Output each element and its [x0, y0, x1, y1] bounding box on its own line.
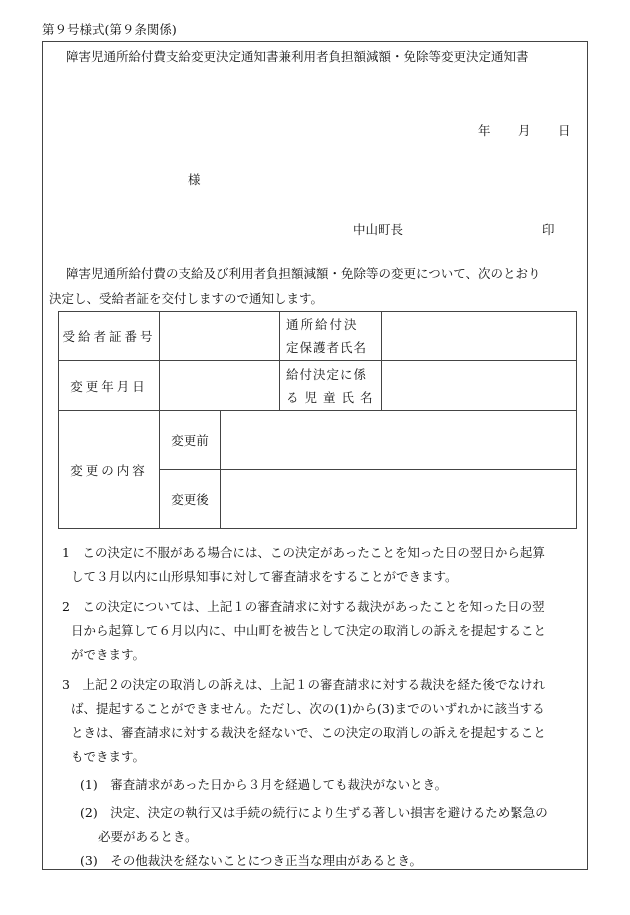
before-value [221, 411, 577, 470]
before-label: 変更前 [160, 411, 221, 470]
intro-line-2: 決定し、受給者証を交付しますので通知します。 [49, 291, 324, 306]
subnote-2-line-1: (2) 決定、決定の執行又は手続の続行により生ずる著しい損害を避けるため緊急の [80, 805, 548, 820]
note-3-line-4: もできます。 [71, 749, 146, 764]
note-3-line-2: ば、提起することができません。ただし、次の(1)から(3)までのいずれかに該当する [71, 701, 545, 716]
addressee-suffix: 様 [188, 172, 201, 187]
child-name-value [382, 361, 577, 411]
recipient-no-label: 受給者証番号 [59, 312, 160, 361]
note-2-line-1: 2 この決定については、上記１の審査請求に対する裁決があったことを知った日の翌 [62, 599, 545, 614]
form-label: 第９号様式(第９条関係) [42, 22, 177, 37]
date-day: 日 [558, 123, 571, 138]
after-label: 変更後 [160, 470, 221, 529]
guardian-name-label [280, 312, 382, 361]
date-month: 月 [518, 123, 531, 138]
subnote-2-line-2: 必要があるとき。 [98, 829, 198, 844]
note-3-line-3: ときは、審査請求に対する裁決を経ないで、この決定の取消しの訴えを提起すること [71, 725, 546, 740]
note-1-line-2: して３月以内に山形県知事に対して審査請求をすることができます。 [71, 569, 458, 584]
child-name-label [280, 361, 382, 411]
change-date-label: 変更年月日 [59, 361, 160, 411]
after-value [221, 470, 577, 529]
subnote-1: (1) 審査請求があった日から３月を経過しても裁決がないとき。 [80, 777, 448, 792]
issuer-name: 中山町長 [353, 222, 404, 237]
info-table [58, 311, 577, 529]
guardian-label-line-2: 定保護者氏名 [286, 340, 368, 355]
note-1-line-1: 1 この決定に不服がある場合には、この決定があったことを知った日の翌日から起算 [62, 545, 545, 560]
recipient-no-value [160, 312, 280, 361]
note-3-line-1: 3 上記２の決定の取消しの訴えは、上記１の審査請求に対する裁決を経た後でなけれ [62, 677, 545, 692]
note-2-line-2: 日から起算して６月以内に、中山町を被告として決定の取消しの訴えを提起すること [71, 623, 547, 638]
seal-mark: 印 [542, 222, 555, 237]
guardian-name-value [382, 312, 577, 361]
note-2-line-3: ができます。 [71, 647, 146, 662]
change-content-label: 変更の内容 [59, 411, 160, 529]
guardian-label-line-1: 通所給付決 [286, 317, 359, 332]
intro-line-1: 障害児通所給付費の支給及び利用者負担額減額・免除等の変更について、次のとおり [66, 266, 541, 281]
date-year: 年 [478, 123, 491, 138]
subnote-3: (3) その他裁決を経ないことにつき正当な理由があるとき。 [80, 853, 422, 868]
document-title: 障害児通所給付費支給変更決定通知書兼利用者負担額減額・免除等変更決定通知書 [66, 49, 529, 64]
change-date-value [160, 361, 280, 411]
child-label-line-1: 給付決定に係 [286, 366, 368, 382]
child-label-line-2: る児童氏名 [286, 389, 379, 405]
